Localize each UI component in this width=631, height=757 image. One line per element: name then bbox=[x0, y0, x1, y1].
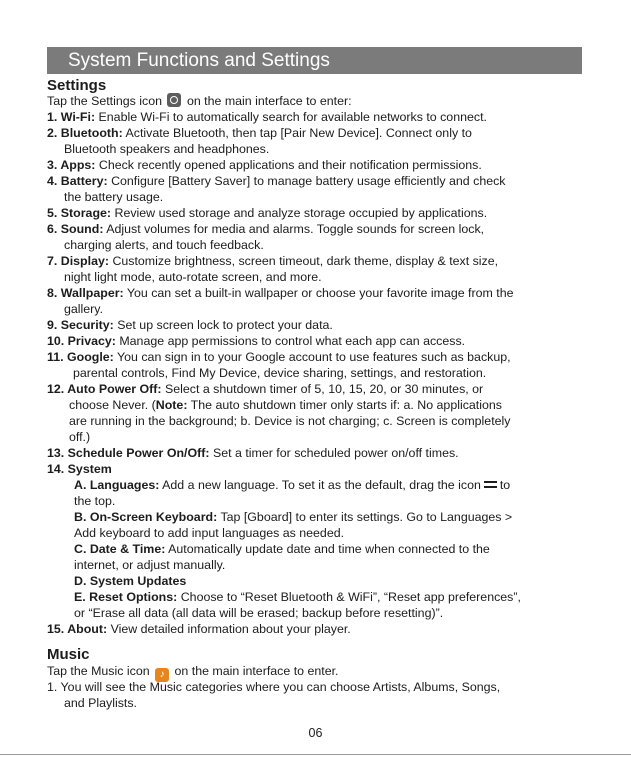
list-item: 2. Bluetooth: Activate Bluetooth, then tap [Pair New Device]. Connect only to bbox=[47, 126, 472, 140]
list-item: 3. Apps: Check recently opened applications and their notification permissions. bbox=[47, 158, 482, 172]
sub-item-system-updates: D. System Updates bbox=[74, 574, 187, 588]
list-item-continued: choose Never. (Note: The auto shutdown timer only starts if: a. No applications bbox=[69, 398, 502, 412]
steering-wheel-icon bbox=[167, 93, 181, 107]
list-item-continued: the battery usage. bbox=[64, 190, 164, 204]
list-item: 4. Battery: Configure [Battery Saver] to manage battery usage efficiently and check bbox=[47, 174, 506, 188]
list-item-continued: parental controls, Find My Device, device sharing, settings, and restoration. bbox=[73, 366, 487, 380]
list-item: 9. Security: Set up screen lock to protect your data. bbox=[47, 318, 333, 332]
settings-heading: Settings bbox=[47, 77, 107, 94]
list-item: 12. Auto Power Off: Select a shutdown timer of 5, 10, 15, 20, or 30 minutes, or bbox=[47, 382, 484, 396]
list-item: 1. You will see the Music categories where you can choose Artists, Albums, Songs, bbox=[47, 680, 501, 694]
list-item-continued: charging alerts, and touch feedback. bbox=[64, 238, 264, 252]
list-item-continued: and Playlists. bbox=[64, 696, 138, 710]
sub-item-continued: Add keyboard to add input languages as needed. bbox=[74, 526, 345, 540]
section-banner: System Functions and Settings bbox=[47, 47, 582, 74]
list-item-continued: off.) bbox=[69, 430, 91, 444]
list-item: 5. Storage: Review used storage and analyze storage occupied by applications. bbox=[47, 206, 488, 220]
list-item: 7. Display: Customize brightness, screen timeout, dark theme, display & text size, bbox=[47, 254, 499, 268]
sub-item-continued: the top. bbox=[74, 494, 116, 508]
list-item: 11. Google: You can sign in to your Google account to use features such as backup, bbox=[47, 350, 511, 364]
sub-item-keyboard: B. On-Screen Keyboard: Tap [Gboard] to enter its settings. Go to Languages > bbox=[74, 510, 513, 524]
list-item: 15. About: View detailed information about your player. bbox=[47, 622, 351, 636]
sub-item-continued: internet, or adjust manually. bbox=[74, 558, 226, 572]
music-intro: Tap the Music icon ♪ on the main interface to enter. bbox=[47, 664, 339, 680]
sub-item-reset: E. Reset Options: Choose to “Reset Bluetooth & WiFi”, “Reset app preferences”, bbox=[74, 590, 521, 604]
list-item: 10. Privacy: Manage app permissions to control what each app can access. bbox=[47, 334, 466, 348]
list-item: 6. Sound: Adjust volumes for media and alarms. Toggle sounds for screen lock, bbox=[47, 222, 485, 236]
sub-item-continued: or “Erase all data (all data will be erased; backup before resetting)”. bbox=[74, 606, 444, 620]
music-heading: Music bbox=[47, 646, 90, 663]
list-item-continued: are running in the background; b. Device is not charging; c. Screen is completely bbox=[69, 414, 511, 428]
sub-item-date-time: C. Date & Time: Automatically update date and time when connected to the bbox=[74, 542, 490, 556]
drag-handle-icon bbox=[484, 481, 497, 488]
list-item-continued: Bluetooth speakers and headphones. bbox=[64, 142, 270, 156]
page-number: 06 bbox=[308, 726, 323, 740]
bottom-divider bbox=[0, 754, 631, 755]
settings-intro: Tap the Settings icon on the main interface to enter: bbox=[47, 94, 352, 108]
list-item-continued: night light mode, auto-rotate screen, and more. bbox=[64, 270, 322, 284]
list-item: 8. Wallpaper: You can set a built-in wallpaper or choose your favorite image from the bbox=[47, 286, 514, 300]
music-note-icon: ♪ bbox=[155, 668, 169, 682]
list-item: 1. Wi-Fi: Enable Wi-Fi to automatically search for available networks to connect. bbox=[47, 110, 487, 124]
list-item: 13. Schedule Power On/Off: Set a timer for scheduled power on/off times. bbox=[47, 446, 459, 460]
list-item-continued: gallery. bbox=[64, 302, 104, 316]
list-item: 14. System bbox=[47, 462, 112, 476]
sub-item-languages: A. Languages: Add a new language. To set it as the default, drag the icon to bbox=[74, 478, 511, 492]
